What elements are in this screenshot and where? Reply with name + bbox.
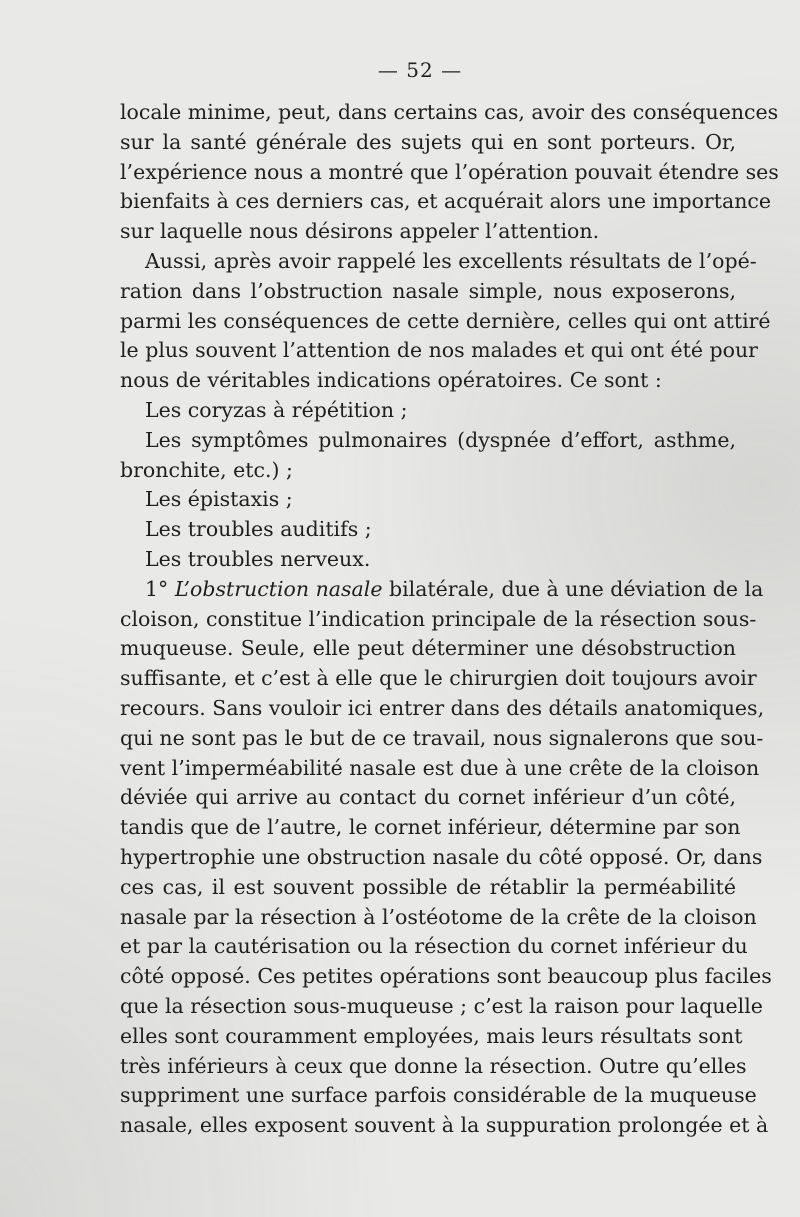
list-item: Les troubles auditifs ; (145, 517, 372, 542)
text-line: bronchite, etc.) ; (120, 457, 293, 482)
text-line: côté opposé. Ces petites opérations sont beaucoup plus faciles (120, 964, 772, 989)
text-line: nasale par la résection à l’ostéotome de la crête de la cloison (120, 904, 757, 929)
section-term: L’obstruction nasale (174, 576, 383, 601)
text-line: très inférieurs à ceux que donne la résection. Outre qu’elles (120, 1053, 747, 1078)
list-item: Les symptômes pulmonaires (dyspnée d’effort, asthme, (145, 427, 736, 452)
text-line: ces cas, il est souvent possible de rétablir la perméabilité (120, 874, 736, 899)
page-number: — 52 — (377, 58, 463, 82)
text-line: sur la santé générale des sujets qui en sont porteurs. Or, (120, 129, 736, 154)
text-line: Aussi, après avoir rappelé les excellents résultats de l’opé- (145, 248, 757, 273)
text-line: le plus souvent l’attention de nos malades et qui ont été pour (120, 338, 758, 363)
text-line: vent l’imperméabilité nasale est due à une crête de la cloison (120, 755, 760, 780)
text-line: recours. Sans vouloir ici entrer dans des détails anatomiques, (120, 695, 765, 720)
text-line: et par la cautérisation ou la résection du cornet inférieur du (120, 934, 748, 959)
text-line: l’expérience nous a montré que l’opération pouvait étendre ses (120, 159, 779, 184)
text-line: déviée qui arrive au contact du cornet inférieur d’un côté, (120, 785, 736, 810)
text-line: bienfaits à ces derniers cas, et acquérait alors une importance (120, 189, 772, 214)
text-line: que la résection sous-muqueuse ; c’est la raison pour laquelle (120, 993, 763, 1018)
section-line-rest: bilatérale, due à une déviation de la (382, 576, 764, 601)
text-line: suffisante, et c’est à elle que le chirurgien doit toujours avoir (120, 666, 757, 691)
text-line: nous de véritables indications opératoires. Ce sont : (120, 368, 662, 393)
body-text (120, 98, 779, 1141)
text-line: elles sont couramment employées, mais leurs résultats sont (120, 1023, 743, 1048)
list-item: Les troubles nerveux. (145, 546, 371, 571)
text-line: suppriment une surface parfois considérable de la muqueuse (120, 1083, 757, 1108)
list-item: Les épistaxis ; (145, 487, 293, 512)
text-line: qui ne sont pas le but de ce travail, nous signalerons que sou- (120, 725, 764, 750)
text-line: ration dans l’obstruction nasale simple, nous exposerons, (120, 278, 736, 303)
text-line: parmi les conséquences de cette dernière, celles qui ont attiré (120, 308, 771, 333)
text-line: nasale, elles exposent souvent à la suppuration prolongée et à (120, 1113, 769, 1138)
list-item: Les coryzas à répétition ; (145, 397, 408, 422)
text-line: sur laquelle nous désirons appeler l’attention. (120, 219, 600, 244)
text-line: locale minime, peut, dans certains cas, avoir des conséquences (120, 100, 779, 124)
text-line: muqueuse. Seule, elle peut déterminer une désobstruction (120, 636, 736, 661)
text-line: hypertrophie une obstruction nasale du côté opposé. Or, dans (120, 844, 763, 869)
text-line: cloison, constitue l’indication principale de la résection sous- (120, 606, 757, 631)
text-line: tandis que de l’autre, le cornet inférieur, détermine par son (120, 815, 741, 840)
section-number: 1° (145, 576, 175, 601)
section-first-line (120, 575, 764, 605)
